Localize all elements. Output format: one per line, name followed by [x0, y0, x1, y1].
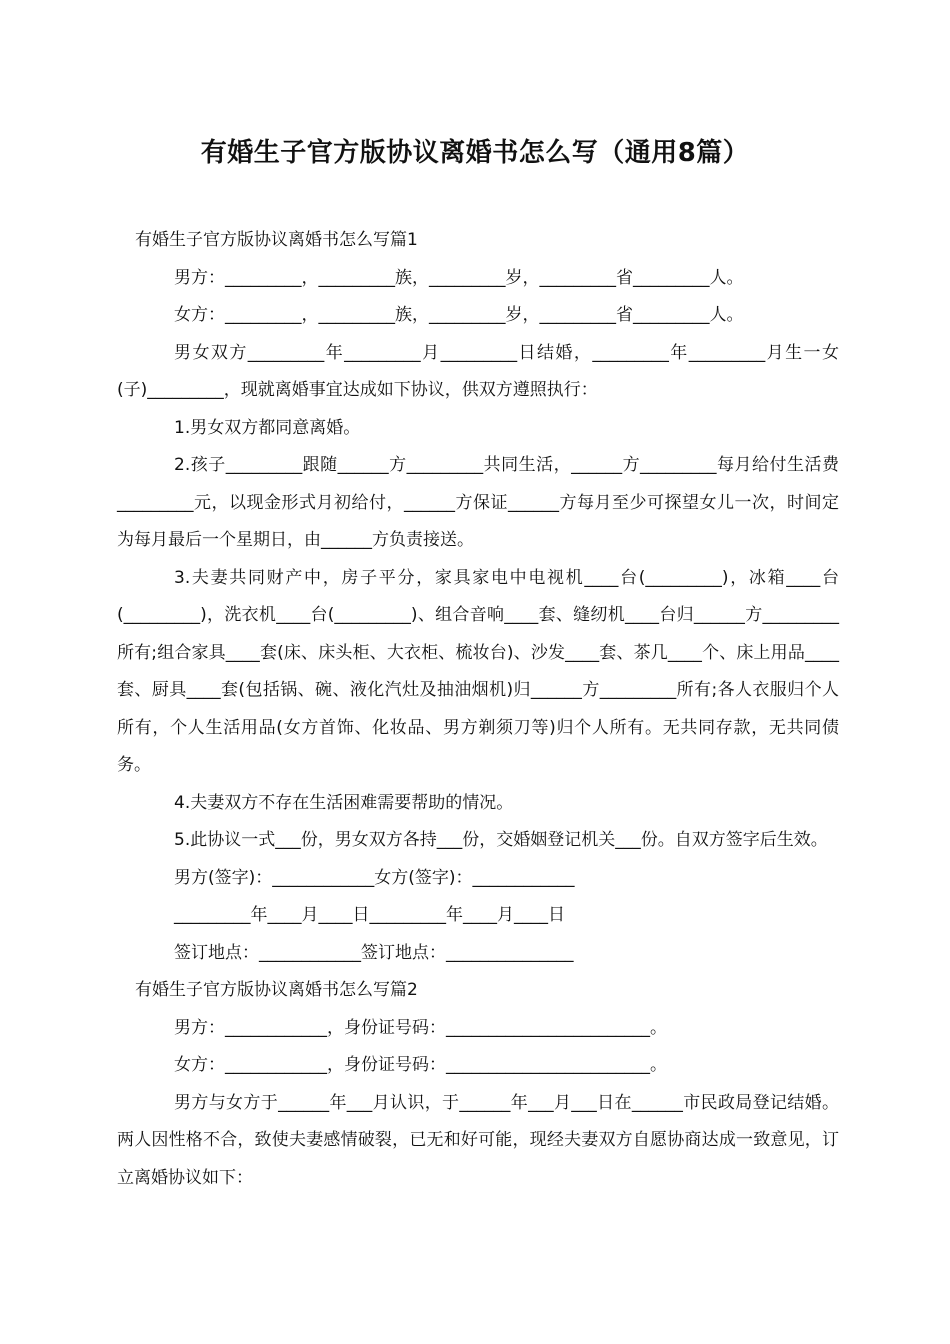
clause-1: 1.男女双方都同意离婚。 [174, 417, 361, 438]
section-1-heading: 有婚生子官方版协议离婚书怎么写篇1 [135, 230, 418, 250]
clause-4: 4.夫妻双方不存在生活困难需要帮助的情况。 [174, 792, 514, 813]
section-2-male-info: 男方：____________，身份证号码：________________________。 [174, 1017, 667, 1038]
paragraph-female-info: 女方：_________，_________族，_________岁，_________省_________人。 [174, 305, 744, 325]
document-title: 有婚生子官方版协议离婚书怎么写（通用8篇） [200, 138, 750, 168]
date-line: _________年____月____日_________年____月____日 [174, 905, 565, 925]
signature-line: 男方(签字)：____________女方(签字)：____________ [174, 867, 575, 888]
paragraph-male-info: 男方：_________，_________族，_________岁，_________省_________人。 [174, 267, 744, 288]
section-2-female-info: 女方：____________，身份证号码：________________________。 [174, 1055, 667, 1075]
paragraph-marriage-info: 男女双方_________年_________月_________日结婚，_________年_________月生一女(子)_________，现就离婚事宜达成如下协议，供双方遵照执行： [117, 342, 839, 400]
clause-5: 5.此协议一式___份，男女双方各持___份，交婚姻登记机关___份。自双方签字后生效。 [174, 830, 828, 850]
section-2-marriage-statement: 男方与女方于______年___月认识，于______年___月___日在______市民政局登记结婚。两人因性格不合，致使夫妻感情破裂，已无和好可能，现经夫妻双方自愿协商达成一致意见，订立离婚协议如下： [117, 1092, 839, 1188]
clause-3: 3.夫妻共同财产中，房子平分，家具家电中电视机____台(_________)，冰箱____台(_________)，洗衣机____台(_________)、组合音响____套、缝纫机____台归______方_________所有;组合家具____套(床、床头柜、大衣柜、梳妆台)、沙发____套、茶几____个、床上用品____套、厨具____套(包括锅、碗、液化汽灶及抽油烟机)归______方_________所有;各人衣服归个人所有，个人生活用品(女方首饰、化妆品、男方剃须刀等)归个人所有。无共同存款，无共同债务。 [117, 567, 839, 775]
document-body [117, 222, 839, 1197]
section-2-heading: 有婚生子官方版协议离婚书怎么写篇2 [135, 980, 418, 1000]
location-line: 签订地点：____________签订地点：_______________ [174, 942, 574, 963]
clause-2: 2.孩子_________跟随______方_________共同生活，______方_________每月给付生活费_________元，以现金形式月初给付，______方保证______方每月至少可探望女儿一次，时间定为每月最后一个星期日，由______方负责接送。 [117, 455, 839, 550]
